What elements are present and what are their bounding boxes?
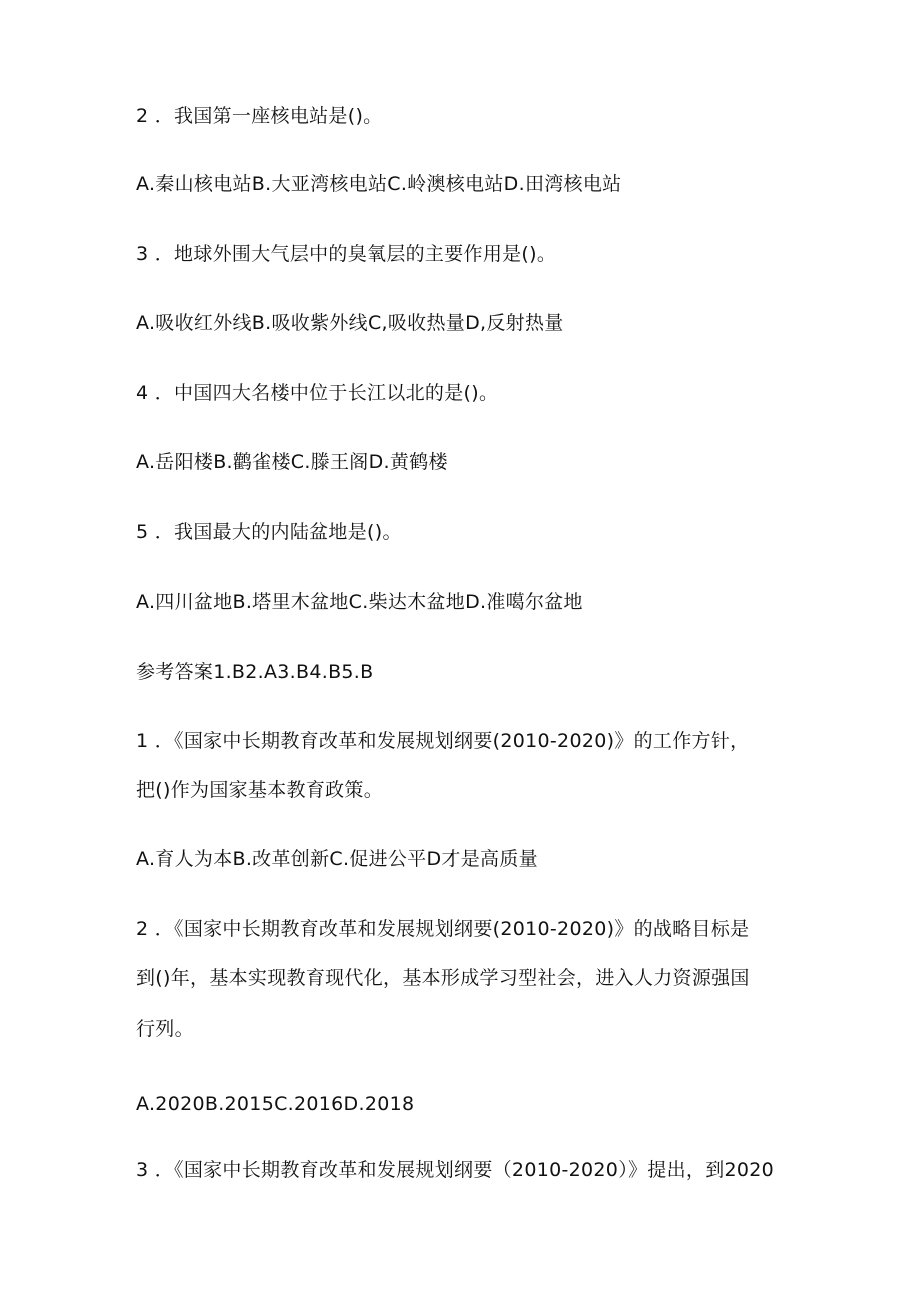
section2-question-2-options: A.2020B.2015C.2016D.2018 [136,1093,415,1115]
section2-question-1-text: 1 ．《国家中长期教育改革和发展规划纲要(2010-2020)》的工作方针， [136,730,750,752]
section2-question-1-options: A.育人为本B.改革创新C.促进公平D才是高质量 [136,848,538,870]
answer-key: 参考答案1.B2.A3.B4.B5.B [136,661,374,683]
question-4-text: 4 ．中国四大名楼中位于长江以北的是()。 [136,382,499,404]
section2-question-2-text-end: 行列。 [136,1018,194,1040]
question-3-text: 3 ．地球外围大气层中的臭氧层的主要作用是()。 [136,243,557,265]
question-3-options: A.吸收红外线B.吸收紫外线C,吸收热量D,反射热量 [136,312,564,334]
question-5-options: A.四川盆地B.塔里木盆地C.柴达木盆地D.准噶尔盆地 [136,591,583,613]
question-5-text: 5 ．我国最大的内陆盆地是()。 [136,521,402,543]
section2-question-3-text: 3 ．《国家中长期教育改革和发展规划纲要（2010-2020）》提出，到2020 [136,1159,775,1181]
question-4-options: A.岳阳楼B.鹳雀楼C.滕王阁D.黄鹤楼 [136,451,448,473]
section2-question-1-text-cont: 把()作为国家基本教育政策。 [136,779,384,801]
question-2-text: 2 ．我国第一座核电站是()。 [136,105,383,127]
question-2-options: A.秦山核电站B.大亚湾核电站C.岭澳核电站D.田湾核电站 [136,173,622,195]
section2-question-2-text-cont: 到()年，基本实现教育现代化，基本形成学习型社会，进入人力资源强国 [136,967,750,989]
section2-question-2-text: 2 ．《国家中长期教育改革和发展规划纲要(2010-2020)》的战略目标是 [136,918,750,940]
